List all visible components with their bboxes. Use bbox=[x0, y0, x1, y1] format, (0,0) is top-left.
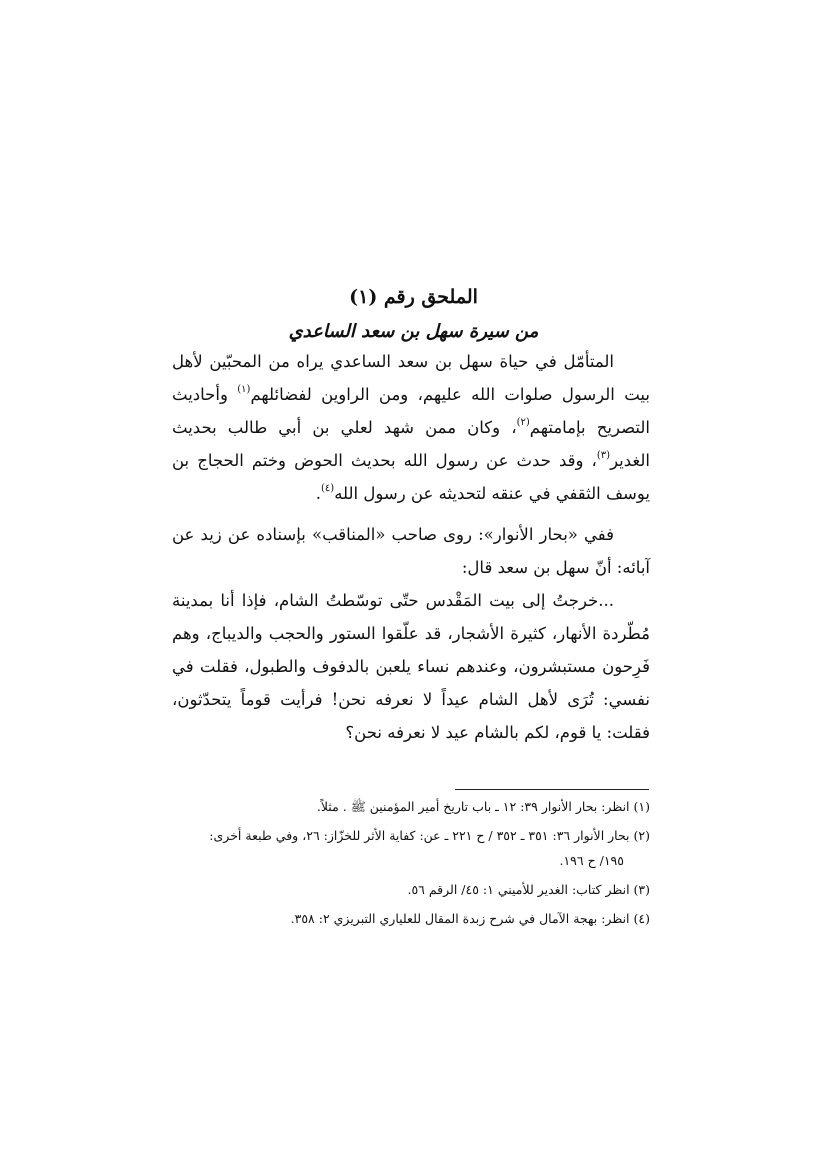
paragraph-1 bbox=[172, 345, 650, 510]
footnote-2-text: (٢) بحار الأنوار ٣٦: ٣٥١ ـ ٣٥٢ / ح ٢٢١ ـ عن: كفاية الأثر للخزّاز: ٢٦، وفي طبعة أخرى: bbox=[209, 828, 650, 843]
footnote-2-continuation: ١٩٥/ ح ١٩٦. bbox=[559, 853, 624, 868]
main-text bbox=[172, 345, 650, 749]
paragraph-3: ...خرجتُ إلى بيت المَقْدس حتّى توسّطتُ الشام، فإذا أنا بمدينة مُطّردة الأنهار، كثيرة الأشجار، قد علّقوا الستور والحجب والديباج، وهم فَرِحون مستبشرون، وعندهم نساء يلعبن بالدفوف والطبول، فقلت في نفسي: تُرَى لأهل الشام عيداً لا نعرفه نحن! فرأيت قوماً يتحدّثون، فقلت: يا قوم، لكم بالشام عيد لا نعرفه نحن؟ bbox=[172, 591, 650, 742]
paragraph-1-part-a: المتأمّل في حياة سهل بن سعد الساعدي يراه من المحبّين لأهل بيت الرسول صلوات الله عليهم، ومن الراوين لفضائلهم bbox=[172, 352, 650, 404]
footnote-4 bbox=[172, 906, 650, 931]
paragraph-1-part-e: . bbox=[315, 484, 322, 503]
footnote-ref-2[interactable]: (٢) bbox=[516, 417, 530, 428]
footnote-divider bbox=[455, 789, 649, 790]
footnote-3 bbox=[172, 877, 650, 902]
footnote-1 bbox=[172, 794, 650, 819]
footnotes bbox=[172, 794, 650, 935]
footnote-2 bbox=[172, 823, 650, 873]
footnote-4-text: (٤) انظر: بهجة الآمال في شرح زبدة المقال للعلياري التبريزي ٢: ٣٥٨. bbox=[290, 911, 650, 926]
paragraph-2: ففي «بحار الأنوار»: روى صاحب «المناقب» بإسناده عن زيد عن آبائه: أنّ سهل بن سعد قال: bbox=[172, 525, 650, 577]
page-subtitle: من سيرة سهل بن سعد الساعدي bbox=[288, 321, 539, 342]
page-title: الملحق رقم (١) bbox=[349, 286, 478, 308]
footnote-ref-1[interactable]: (١) bbox=[237, 384, 251, 395]
paragraph-1-part-b: وأحاديث التصريح بإمامتهم bbox=[172, 385, 650, 437]
footnote-1-text: (١) انظر: بحار الأنوار ٣٩: ١٢ ـ باب تاريخ أمير المؤمنين ﷺ . مثلاً. bbox=[316, 799, 650, 814]
footnote-ref-3[interactable]: (٣) bbox=[596, 450, 611, 461]
footnote-ref-4[interactable]: (٤) bbox=[321, 483, 335, 494]
footnote-3-text: (٣) انظر كتاب: الغدير للأميني ١: ٤٥/ الرقم ٥٦. bbox=[407, 882, 650, 897]
paragraph-1-part-d: ، وقد حدث عن رسول الله بحديث الحوض وختم الحجاج بن يوسف الثقفي في عنقه لتحديثه عن رسول الله bbox=[172, 451, 650, 503]
paragraph-1-part-c: ، وكان ممن شهد لعلي بن أبي طالب بحديث الغدير bbox=[172, 418, 650, 470]
